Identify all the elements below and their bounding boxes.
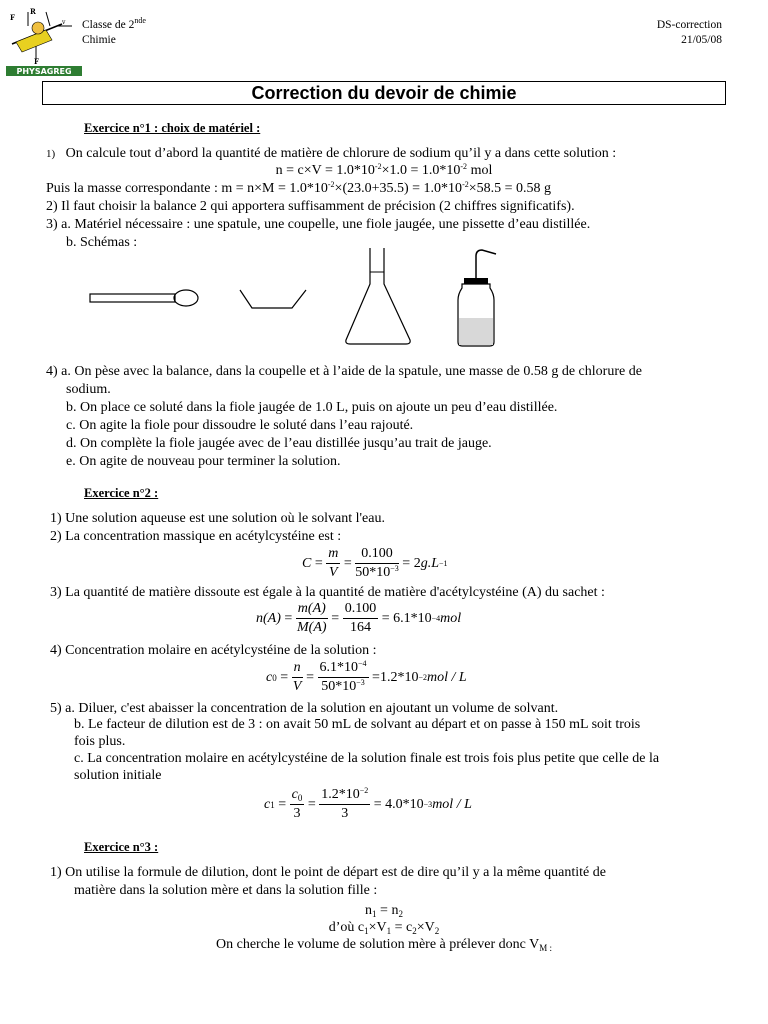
ex2-q5a: 5) a. Diluer, c'est abaisser la concentration de la solution en ajoutant un volume de solvant. — [50, 701, 559, 716]
physagreg-logo — [6, 4, 82, 76]
ex1-q1: 1) On calcule tout d’abord la quantité de matière de chlorure de sodium qu’il y a dans cette solution : — [46, 146, 617, 161]
ex2-q5c-cont: solution initiale — [74, 768, 162, 783]
wash-bottle-drawing — [458, 250, 496, 346]
ex3-q1: 1) On utilise la formule de dilution, dont le point de départ est de dire qu’il y a la même quantité de — [50, 865, 606, 880]
class-label: Classe de 2nde — [82, 16, 146, 31]
ex1-heading: Exercice n°1 : choix de matériel : — [84, 121, 261, 135]
ex1-mass: Puis la masse correspondante : $m = n\times M = 1.0*10^{-2}\times(23.0+35.5) = 1.0*10^{-2}\times 58.5 = 0.58$ g — [46, 180, 552, 196]
ex2-q1: 1) Une solution aqueuse est une solution où le solvant l'eau. — [50, 511, 385, 526]
equipment-schemas — [80, 244, 520, 356]
ex2-eq-amount: n(A) = $\frac{m(A)}{M(A)}$ = $\frac{0.100}{164}$ = 6.1*10 −4 mol — [256, 601, 462, 635]
spatula-drawing — [90, 290, 198, 306]
logo-text: PHYSAGREG — [16, 67, 72, 76]
doc-date: 21/05/08 — [681, 34, 722, 46]
ex2-q5c: c. La concentration molaire en acétylcystéine de la solution finale est trois fois plus petite que celle de la — [74, 751, 660, 766]
ex2-q5b: b. Le facteur de dilution est de 3 : on avait 50 mL de solvant au départ et on passe à 150 mL soit trois — [74, 717, 641, 732]
ex2-eq-mass-concentration: C = $\frac{m}{V}$ = $\frac{0.100}{50*10^{-3}}$ = 2 g.L −1 — [302, 546, 448, 580]
ex1-q4d: d. On complète la fiole jaugée avec de l’eau distillée jusqu’au trait de jauge. — [66, 436, 492, 451]
ex1-q4a-cont: sodium. — [66, 382, 111, 397]
ex3-eq-dilution: d’où $c_1\times V_1 = c_2\times V_2$ — [328, 920, 440, 936]
ex2-q3: 3) La quantité de matière dissoute est égale à la quantité de matière d'acétylcystéine (A) du sachet : — [50, 585, 605, 600]
svg-text:R: R — [30, 7, 36, 16]
svg-text:v: v — [62, 19, 66, 26]
volumetric-flask-drawing — [346, 248, 410, 344]
ex2-q2: 2) La concentration massique en acétylcystéine est : — [50, 529, 342, 544]
ex3-q1-cont: matière dans la solution mère et dans la solution fille : — [74, 883, 378, 898]
ex2-q5b-cont: fois plus. — [74, 734, 126, 749]
ex1-q3b: b. Schémas : — [66, 235, 138, 250]
page-title: Correction du devoir de chimie — [42, 81, 726, 105]
ex2-eq-final-concentration: c 1 = $\frac{c_0}{3}$ = $\frac{1.2*10^{-2}}{3}$ = 4.0*10 −3 mol / L — [264, 786, 472, 821]
ex1-q1-equation: $n = c\times V = 1.0*10^{-2}\times 1.0 = 1.0*10^{-2}$ mol — [275, 162, 493, 178]
ex1-q2: 2) Il faut choisir la balance 2 qui apportera suffisamment de précision (2 chiffres significatifs). — [46, 199, 575, 214]
ex1-q4e: e. On agite de nouveau pour terminer la solution. — [66, 454, 341, 469]
ex1-q4b: b. On place ce soluté dans la fiole jaugée de 1.0 L, puis on ajoute un peu d’eau distillée. — [66, 400, 558, 415]
ex1-q4c: c. On agite la fiole pour dissoudre le soluté dans l’eau rajouté. — [66, 418, 414, 433]
ex3-eq-amount: $n_1 = n_2$ — [365, 903, 403, 919]
svg-text:F: F — [34, 57, 39, 66]
ex2-q4: 4) Concentration molaire en acétylcystéine de la solution : — [50, 643, 377, 658]
cup-drawing — [240, 290, 306, 308]
ex2-eq-molar-concentration: c 0 = $\frac{n}{V}$ = $\frac{6.1*10^{-4}}{50*10^{-3}}$ =1.2*10 −2 mol / L — [266, 659, 467, 694]
ex3-last-line: On cherche le volume de solution mère à prélever donc $V_{M :}$ — [216, 937, 552, 953]
ex2-heading: Exercice n°2 : — [84, 486, 159, 500]
ex1-q3a: 3) a. Matériel nécessaire : une spatule, une coupelle, une fiole jaugée, une pissette d’eau distillée. — [46, 217, 591, 232]
doc-type: DS-correction — [656, 19, 722, 31]
svg-text:F: F — [10, 13, 15, 22]
ex3-heading: Exercice n°3 : — [84, 840, 159, 854]
subject-label: Chimie — [82, 34, 116, 46]
ex1-q4a: 4) a. On pèse avec la balance, dans la coupelle et à l’aide de la spatule, une masse de 0.58 g de chlorure de — [46, 364, 642, 379]
